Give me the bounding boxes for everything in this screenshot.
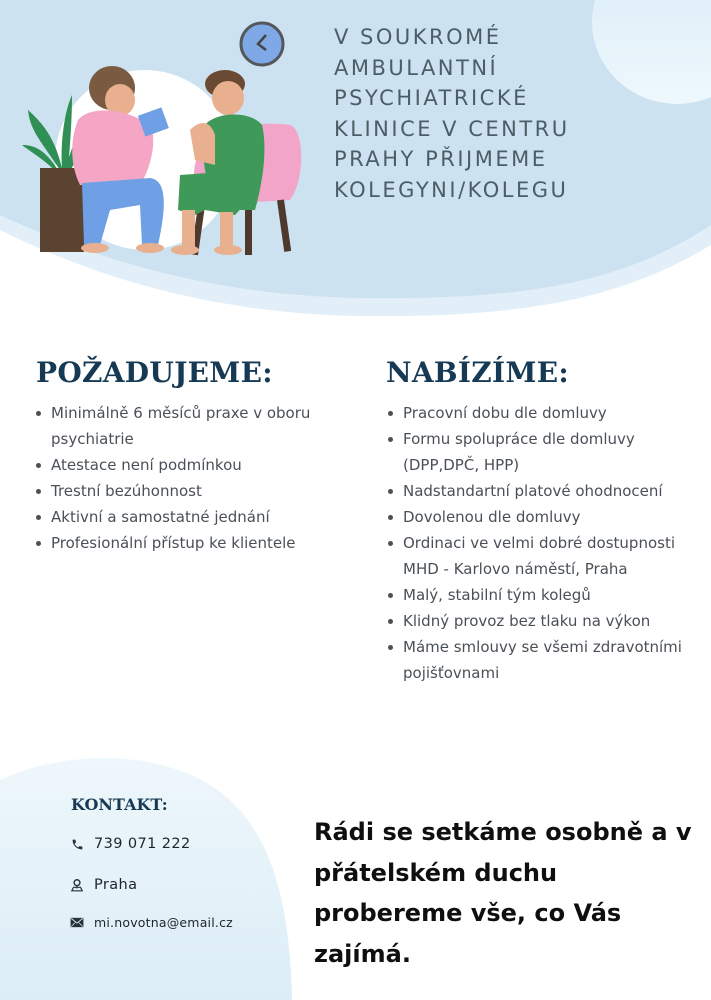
contact-place [70,877,137,893]
offer-item: Máme smlouvy se všemi zdravotními pojišťovnami [387,634,697,686]
offers-list [387,400,697,686]
requirement-item: Atestace není podmínkou [35,452,360,478]
offer-item: Malý, stabilní tým kolegů [387,582,697,608]
requirement-item: Minimálně 6 měsíců praxe v oboru psychiatrie [35,400,360,452]
requirement-item: Trestní bezúhonnost [35,478,360,504]
phone-icon [70,837,84,851]
offer-item: Klidný provoz bez tlaku na výkon [387,608,697,634]
closing-message: Rádi se setkáme osobně a v přátelském duchu probereme vše, co Vás zajímá. [314,818,692,968]
phone-number: 739 071 222 [94,836,191,852]
envelope-icon [70,916,84,930]
requirements-title: POŽADUJEME: [36,356,273,389]
requirement-item: Profesionální přístup ke klientele [35,530,360,556]
contact-email[interactable] [70,915,233,930]
offer-item: Nadstandartní platové ohodnocení [387,478,697,504]
offer-item: Pracovní dobu dle domluvy [387,400,697,426]
clock-icon [241,23,283,65]
requirements-list [35,400,360,556]
offer-item: Formu spolupráce dle domluvy (DPP,DPČ, HPP) [387,426,697,478]
place-name: Praha [94,877,138,893]
email-address: mi.novotna@email.cz [94,915,233,930]
offer-item: Ordinaci ve velmi dobré dostupnosti MHD - Karlovo náměstí, Praha [387,530,697,582]
offer-item: Dovolenou dle domluvy [387,504,697,530]
contact-phone[interactable] [70,836,191,852]
location-pin-icon [70,878,84,892]
requirement-item: Aktivní a samostatné jednání [35,504,360,530]
offers-title: NABÍZÍME: [386,356,569,389]
page-headline: V SOUKROMÉ AMBULANTNÍ PSYCHIATRICKÉ KLINICE V CENTRU PRAHY PŘIJMEME KOLEGYNI/KOLEGU [334,25,570,202]
contact-title: KONTAKT: [71,795,168,814]
therapy-illustration [0,0,330,270]
